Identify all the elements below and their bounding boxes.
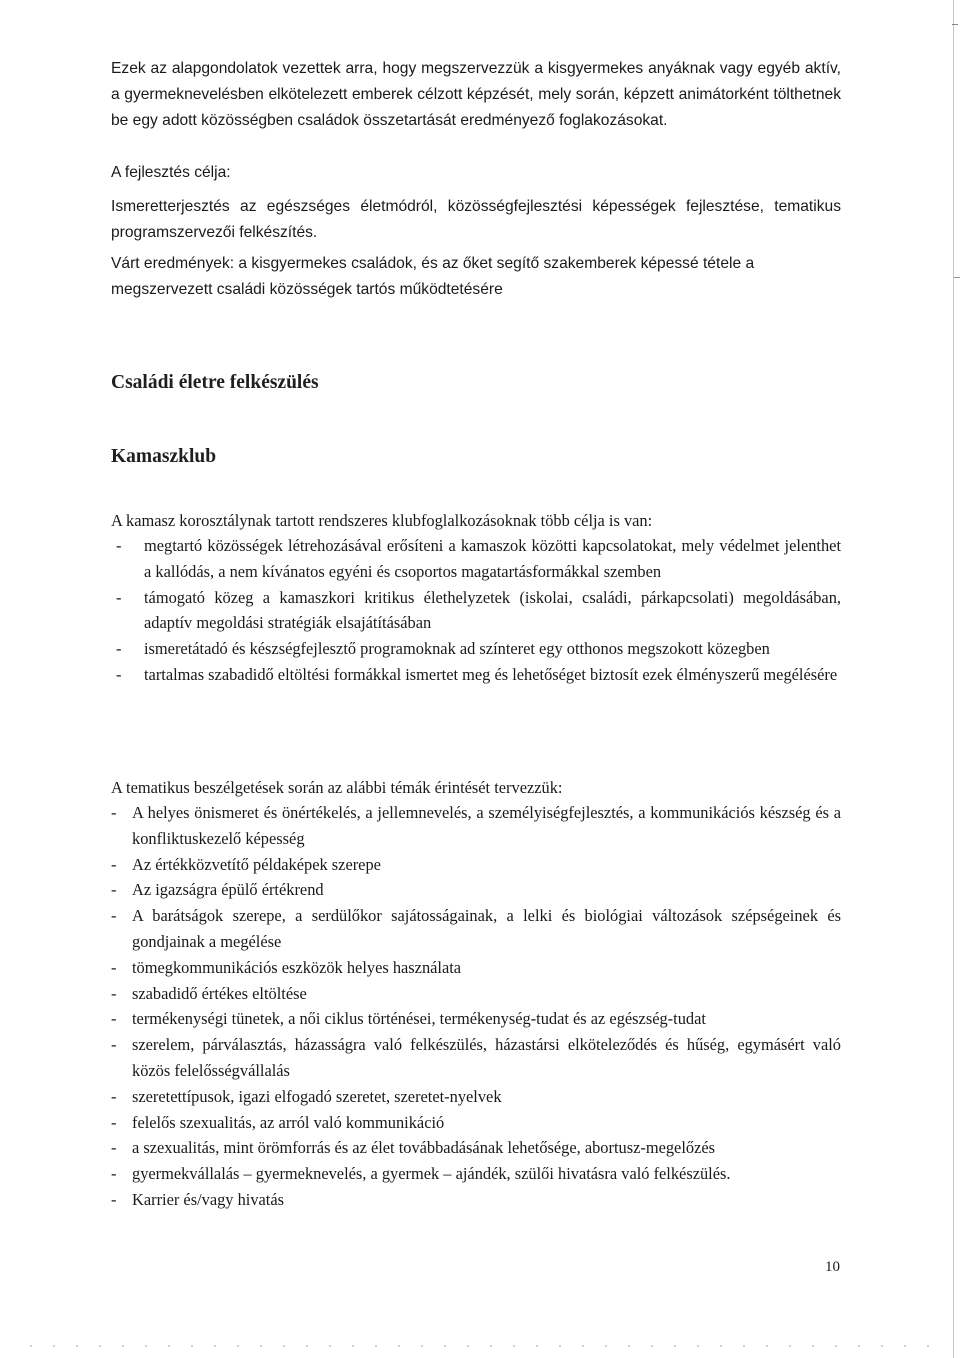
bullet-dash: - bbox=[111, 880, 117, 900]
list-item-text: Karrier és/vagy hivatás bbox=[132, 1189, 285, 1209]
scan-edge-mark bbox=[952, 24, 958, 25]
list-item-text: tömegkommunikációs eszközök helyes használata bbox=[132, 957, 462, 977]
bullet-dash: - bbox=[111, 1086, 117, 1106]
bullet-dash: - bbox=[111, 906, 117, 926]
list-item-text: termékenységi tünetek, a női ciklus történései, termékenység-tudat és az egészség-tudat bbox=[132, 1009, 706, 1029]
themes-list bbox=[111, 800, 841, 1213]
list-item bbox=[111, 955, 841, 981]
bullet-dash: - bbox=[111, 1164, 117, 1184]
list-item-text: a szexualitás, mint örömforrás és az élet továbbadásának lehetősége, abortusz-megelőzés bbox=[132, 1138, 715, 1158]
bullet-dash: - bbox=[116, 536, 122, 555]
list-item bbox=[111, 1161, 841, 1187]
bullet-dash: - bbox=[111, 1189, 117, 1209]
list-item bbox=[111, 636, 841, 662]
list-item bbox=[111, 852, 841, 878]
scan-edge-line bbox=[953, 0, 954, 1358]
scan-edge-mark bbox=[954, 277, 960, 278]
bullet-dash: - bbox=[111, 1035, 117, 1055]
themes-intro: A tematikus beszélgetések során az alábbi témák érintését tervezzük: bbox=[111, 778, 563, 797]
bullet-dash: - bbox=[111, 854, 117, 874]
list-item bbox=[111, 533, 841, 585]
list-item-text: Az igazságra épülő értékrend bbox=[132, 880, 324, 900]
list-item-text: megtartó közösségek létrehozásával erősíteni a kamaszok közötti kapcsolatokat, mely védelmet jelenthet a kallódás, a nem kívánatos egyéni és csoportos magatartásformákkal szemben bbox=[144, 536, 841, 581]
section-heading: Családi életre felkészülés bbox=[111, 372, 319, 393]
intro-paragraph: Ezek az alapgondolatok vezettek arra, hogy megszervezzük a kisgyermekes anyáknak vagy egyéb aktív, a gyermeknevelésben elkötelezett emberek célzott képzését, mely során, képzett animátorként tölthetnek be egy adott közösségben családok összetartását eredményező foglakozásokat. bbox=[111, 60, 841, 130]
bullet-dash: - bbox=[116, 639, 122, 659]
club-goals-list bbox=[111, 533, 841, 688]
list-item-text: támogató közeg a kamaszkori kritikus élethelyzetek (iskolai, családi, párkapcsolati) megoldásában, adaptív megoldási stratégiák elsajátításában bbox=[144, 587, 841, 633]
bullet-dash: - bbox=[111, 1009, 117, 1029]
bullet-dash: - bbox=[116, 664, 122, 684]
list-item-text: felelős szexualitás, az arról való kommunikáció bbox=[132, 1112, 445, 1132]
list-item bbox=[111, 1110, 841, 1136]
list-item-text: tartalmas szabadidő eltöltési formákkal ismertet meg és lehetőséget biztosít ezek élményszerű megélésére bbox=[144, 664, 838, 684]
list-item-text: Az értékközvetítő példaképek szerepe bbox=[132, 854, 381, 874]
list-item bbox=[111, 1135, 841, 1161]
list-item bbox=[111, 1032, 841, 1084]
sub-heading: Kamaszklub bbox=[111, 446, 217, 467]
bullet-dash: - bbox=[111, 983, 117, 1003]
goal-text: Ismeretterjesztés az egészséges életmódról, közösségfejlesztési képességek fejlesztése, tematikus programszervezői felkészítés. bbox=[111, 198, 841, 242]
scan-bottom-dots bbox=[30, 1345, 930, 1347]
bullet-dash: - bbox=[111, 1138, 117, 1158]
list-item-text: ismeretátadó és készségfejlesztő programoknak ad színteret egy otthonos megszokott közegben bbox=[144, 639, 770, 659]
club-intro: A kamasz korosztálynak tartott rendszeres klubfoglalkozásoknak több célja is van: bbox=[111, 511, 653, 530]
bullet-dash: - bbox=[111, 957, 117, 977]
list-item-text: szabadidő értékes eltöltése bbox=[132, 983, 307, 1003]
list-item-text: szeretettípusok, igazi elfogadó szeretet, szeretet-nyelvek bbox=[132, 1086, 502, 1106]
list-item bbox=[111, 800, 841, 852]
list-item-text: szerelem, párválasztás, házasságra való felkészülés, házastársi elköteleződés és hűség, egymásért való közös felelősségvállalás bbox=[132, 1035, 841, 1080]
list-item bbox=[111, 1187, 841, 1213]
list-item bbox=[111, 903, 841, 955]
list-item bbox=[111, 585, 841, 637]
list-item-text: A helyes önismeret és önértékelés, a jellemnevelés, a személyiségfejlesztés, a kommunikációs készség és a konfliktuskezelő képesség bbox=[132, 803, 841, 848]
list-item-text: gyermekvállalás – gyermeknevelés, a gyermek – ajándék, szülői hivatásra való felkészülés. bbox=[132, 1164, 731, 1184]
bullet-dash: - bbox=[111, 1112, 117, 1132]
page-number: 10 bbox=[825, 1259, 840, 1275]
list-item bbox=[111, 1006, 841, 1032]
list-item bbox=[111, 981, 841, 1007]
list-item-text: A barátságok szerepe, a serdülőkor sajátosságainak, a lelki és biológiai változások szépségeinek és gondjainak a megélése bbox=[132, 906, 841, 951]
list-item bbox=[111, 662, 841, 688]
list-item bbox=[111, 1084, 841, 1110]
goal-label: A fejlesztés célja: bbox=[111, 164, 231, 181]
list-item bbox=[111, 877, 841, 903]
bullet-dash: - bbox=[116, 587, 122, 607]
bullet-dash: - bbox=[111, 803, 117, 822]
expected-results: Várt eredmények: a kisgyermekes családok, és az őket segítő szakemberek képessé tétele a megszervezett családi közösségek tartós működtetésére bbox=[111, 255, 755, 299]
